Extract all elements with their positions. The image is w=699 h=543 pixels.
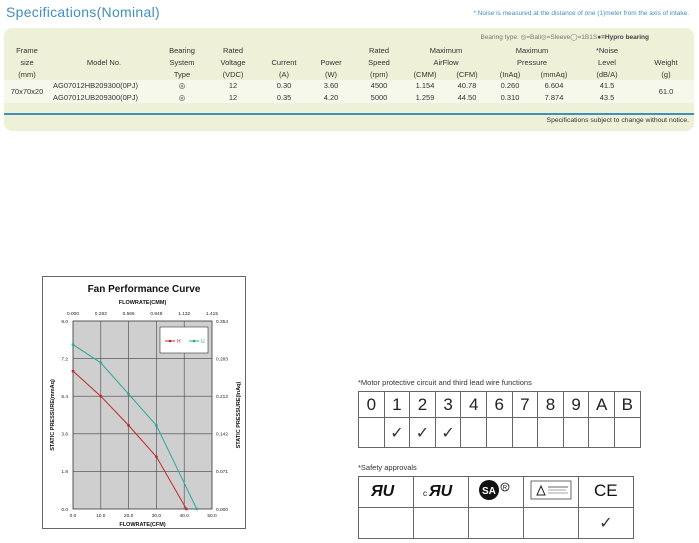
top-axis-label: FLOWRATE(CMM) bbox=[118, 300, 167, 306]
fan-performance-chart bbox=[42, 276, 246, 529]
hdr-blank bbox=[50, 68, 158, 80]
y-axis-label-left: STATIC PRESSURE(mmAq) bbox=[50, 379, 56, 451]
bearing-legend-hypro: ●=Hypro bearing bbox=[597, 34, 649, 41]
noise-note: *:Noise is measured at the distance of one (1)meter from the axis of intake. bbox=[473, 10, 689, 17]
hdr-unit-vdc: (VDC) bbox=[222, 69, 244, 79]
ul-recognized-icon bbox=[369, 481, 403, 499]
hdr-blank bbox=[638, 44, 694, 56]
motor-option-cell: 4 bbox=[461, 392, 487, 418]
x-tick-label: 0.0 bbox=[69, 514, 77, 519]
hdr-speed: Speed bbox=[368, 57, 390, 67]
voltage-cell: 12 bbox=[206, 92, 260, 104]
hdr-unit-mm: (mm) bbox=[18, 69, 36, 79]
mmaq-cell: 7.874 bbox=[532, 92, 576, 104]
check-icon: ✓ bbox=[415, 424, 430, 442]
data-point-U bbox=[72, 343, 75, 346]
current-cell: 0.35 bbox=[260, 92, 308, 104]
safety-check-cell bbox=[524, 508, 579, 539]
motor-functions-title: *Motor protective circuit and third lead wire functions bbox=[358, 378, 532, 387]
hdr-bearing: Bearing bbox=[169, 45, 195, 55]
motor-functions-table bbox=[358, 391, 641, 448]
motor-option-cell: B bbox=[614, 392, 640, 418]
safety-approvals-title: *Safety approvals bbox=[358, 463, 417, 472]
bearing-legend bbox=[480, 33, 649, 41]
motor-checks-row bbox=[359, 418, 641, 448]
data-point-H bbox=[127, 424, 130, 427]
hdr-size: size bbox=[20, 57, 34, 67]
svg-text:CE: CE bbox=[594, 480, 618, 500]
right-tick-label: 0.142 bbox=[216, 432, 229, 438]
hdr-unit-cmm: (CMM) bbox=[413, 69, 437, 79]
inaq-cell: 0.310 bbox=[488, 92, 532, 104]
legend-label-H: H bbox=[177, 338, 181, 345]
power-cell: 4.20 bbox=[308, 92, 354, 104]
hdr-blank bbox=[260, 44, 308, 56]
noise-cell: 41.5 bbox=[576, 80, 638, 92]
motor-check-cell bbox=[384, 418, 410, 448]
model-cell: AG07012UB209300(0PJ) bbox=[50, 92, 158, 104]
hdr-type: Type bbox=[173, 69, 191, 79]
header-row-1 bbox=[4, 44, 694, 56]
cfm-cell: 44.50 bbox=[446, 92, 488, 104]
header-row-3 bbox=[4, 68, 694, 80]
bearing-legend-label: Bearing type: bbox=[480, 34, 519, 41]
hdr-model: Model No. bbox=[86, 57, 122, 67]
top-tick-label: 1.415 bbox=[205, 312, 219, 317]
legend-marker-H bbox=[169, 340, 172, 343]
motor-check-cell bbox=[486, 418, 512, 448]
voltage-cell: 12 bbox=[206, 80, 260, 92]
hdr-power: Power bbox=[320, 57, 342, 67]
data-point-H bbox=[185, 508, 188, 511]
data-point-U bbox=[99, 361, 102, 364]
top-tick-label: 0.283 bbox=[94, 312, 107, 317]
x-tick-label: 50.0 bbox=[207, 514, 217, 519]
y-tick-label: 7.2 bbox=[61, 357, 68, 363]
cmm-cell: 1.259 bbox=[404, 92, 446, 104]
hdr-rated-speed: Rated bbox=[368, 45, 389, 55]
speed-cell: 4500 bbox=[354, 80, 404, 92]
data-point-U bbox=[155, 424, 158, 427]
safety-check-cell bbox=[579, 508, 634, 539]
top-tick-label: 1.132 bbox=[178, 312, 191, 317]
y-tick-label: 0.0 bbox=[61, 507, 68, 513]
svg-text:c: c bbox=[423, 488, 427, 498]
speed-cell: 5000 bbox=[354, 92, 404, 104]
hdr-weight: Weight bbox=[654, 57, 678, 67]
svg-text:ЯU: ЯU bbox=[371, 482, 395, 499]
hdr-frame: Frame bbox=[16, 45, 38, 55]
motor-option-cell: 3 bbox=[435, 392, 461, 418]
x-tick-label: 40.0 bbox=[179, 514, 189, 519]
motor-option-cell: 0 bbox=[359, 392, 385, 418]
hdr-level: Level bbox=[598, 57, 616, 67]
table-divider bbox=[4, 113, 694, 115]
data-point-H bbox=[155, 455, 158, 458]
safety-check-cell bbox=[359, 508, 414, 539]
motor-check-cell bbox=[614, 418, 640, 448]
y-tick-label: 5.4 bbox=[61, 395, 68, 400]
chart-title: Fan Performance Curve bbox=[87, 284, 201, 295]
hdr-current: Current bbox=[271, 57, 297, 67]
hdr-airflow: AirFlow bbox=[433, 57, 459, 67]
right-tick-label: 0.354 bbox=[216, 319, 229, 325]
tuv-cell bbox=[524, 477, 579, 508]
noise-cell: 43.5 bbox=[576, 92, 638, 104]
mmaq-cell: 6.604 bbox=[532, 80, 576, 92]
hdr-voltage: Voltage bbox=[220, 57, 246, 67]
motor-option-cell: 8 bbox=[538, 392, 564, 418]
check-icon: ✓ bbox=[599, 515, 613, 532]
motor-check-cell bbox=[563, 418, 589, 448]
motor-check-cell bbox=[410, 418, 436, 448]
power-cell: 3.60 bbox=[308, 80, 354, 92]
hdr-blank bbox=[308, 44, 354, 56]
svg-text:SA: SA bbox=[482, 485, 496, 497]
data-point-U bbox=[195, 508, 198, 511]
motor-check-cell bbox=[512, 418, 538, 448]
check-icon: ✓ bbox=[390, 424, 404, 442]
tuv-icon bbox=[530, 480, 572, 500]
right-tick-label: 0.000 bbox=[216, 507, 229, 513]
top-tick-label: 0.849 bbox=[150, 312, 163, 317]
table-row bbox=[4, 80, 694, 92]
hdr-unit-cfm: (CFM) bbox=[456, 69, 478, 79]
cfm-cell: 40.78 bbox=[446, 80, 488, 92]
header-row-2 bbox=[4, 56, 694, 68]
y-tick-label: 9.0 bbox=[61, 319, 68, 325]
hdr-maximum-airflow: Maximum bbox=[429, 45, 463, 55]
y-tick-label: 1.8 bbox=[61, 470, 68, 476]
data-point-U bbox=[127, 393, 130, 396]
hdr-maximum-pressure: Maximum bbox=[515, 45, 549, 55]
motor-check-cell bbox=[589, 418, 615, 448]
motor-option-cell: 2 bbox=[410, 392, 436, 418]
motor-option-cell: 7 bbox=[512, 392, 538, 418]
x-tick-label: 30.0 bbox=[151, 514, 162, 519]
frame-size-cell: 70x70x20 bbox=[4, 80, 50, 103]
svg-text:R: R bbox=[502, 485, 508, 491]
ce-cell bbox=[579, 477, 634, 508]
data-point-H bbox=[72, 370, 75, 373]
csa-icon bbox=[476, 478, 516, 502]
right-tick-label: 0.071 bbox=[216, 470, 229, 476]
motor-option-cell: 6 bbox=[486, 392, 512, 418]
current-cell: 0.30 bbox=[260, 80, 308, 92]
right-tick-label: 0.212 bbox=[216, 395, 229, 400]
motor-check-cell bbox=[538, 418, 564, 448]
x-tick-label: 20.0 bbox=[123, 514, 134, 519]
bearing-legend-items: ◎=Ball◎=Sleeve◯=1B1S bbox=[520, 34, 598, 41]
inaq-cell: 0.260 bbox=[488, 80, 532, 92]
cul-cell bbox=[414, 477, 469, 508]
y-axis-label-right: STATIC PRESSURE(InAq) bbox=[236, 381, 242, 449]
bearing-cell: ◎ bbox=[158, 92, 206, 104]
hdr-unit-a: (A) bbox=[279, 69, 289, 79]
hdr-pressure: Pressure bbox=[516, 57, 547, 67]
hdr-noise: *Noise bbox=[595, 45, 619, 55]
hdr-unit-dba: (dB/A) bbox=[596, 69, 618, 79]
svg-text:ЯU: ЯU bbox=[429, 482, 453, 499]
cmm-cell: 1.154 bbox=[404, 80, 446, 92]
model-cell: AG07012HB209300(0PJ) bbox=[50, 80, 158, 92]
bearing-cell: ◎ bbox=[158, 80, 206, 92]
safety-logos-row bbox=[359, 477, 634, 508]
legend-label-U: U bbox=[201, 338, 205, 345]
motor-check-cell bbox=[435, 418, 461, 448]
hdr-unit-rpm: (rpm) bbox=[370, 69, 388, 79]
csa-cell bbox=[469, 477, 524, 508]
safety-check-cell bbox=[469, 508, 524, 539]
spec-footnote: Specifications subject to change without notice. bbox=[546, 117, 689, 124]
spec-table bbox=[4, 44, 694, 103]
chart-svg bbox=[42, 276, 246, 529]
x-tick-label: 10.0 bbox=[96, 514, 106, 519]
legend-marker-U bbox=[193, 340, 196, 343]
hdr-rated: Rated bbox=[222, 45, 243, 55]
data-point-H bbox=[99, 395, 102, 398]
hdr-blank bbox=[50, 44, 158, 56]
check-icon: ✓ bbox=[441, 424, 455, 442]
motor-options-row bbox=[359, 392, 641, 418]
cul-recognized-icon bbox=[422, 481, 460, 499]
top-tick-label: 0.000 bbox=[66, 312, 80, 317]
motor-option-cell: 1 bbox=[384, 392, 410, 418]
motor-option-cell: 9 bbox=[563, 392, 589, 418]
x-axis-label: FLOWRATE(CFM) bbox=[119, 522, 166, 528]
safety-checks-row bbox=[359, 508, 634, 539]
hdr-system: System bbox=[169, 57, 195, 67]
y-tick-label: 3.6 bbox=[61, 432, 68, 438]
ce-icon bbox=[591, 480, 621, 500]
hdr-unit-g: (g) bbox=[661, 69, 671, 79]
hdr-unit-mmaq: (mmAq) bbox=[540, 69, 568, 79]
right-tick-label: 0.283 bbox=[216, 357, 229, 363]
page-title: Specifications(Nominal) bbox=[6, 4, 160, 20]
top-tick-label: 0.566 bbox=[122, 312, 135, 317]
weight-cell: 61.0 bbox=[638, 80, 694, 103]
table-row bbox=[4, 92, 694, 104]
safety-approvals-table bbox=[358, 476, 634, 539]
safety-check-cell bbox=[414, 508, 469, 539]
motor-check-cell bbox=[461, 418, 487, 448]
hdr-unit-w: (W) bbox=[324, 69, 338, 79]
hdr-unit-inaq: (InAq) bbox=[499, 69, 521, 79]
motor-check-cell bbox=[359, 418, 385, 448]
ul-cell bbox=[359, 477, 414, 508]
motor-option-cell: A bbox=[589, 392, 615, 418]
